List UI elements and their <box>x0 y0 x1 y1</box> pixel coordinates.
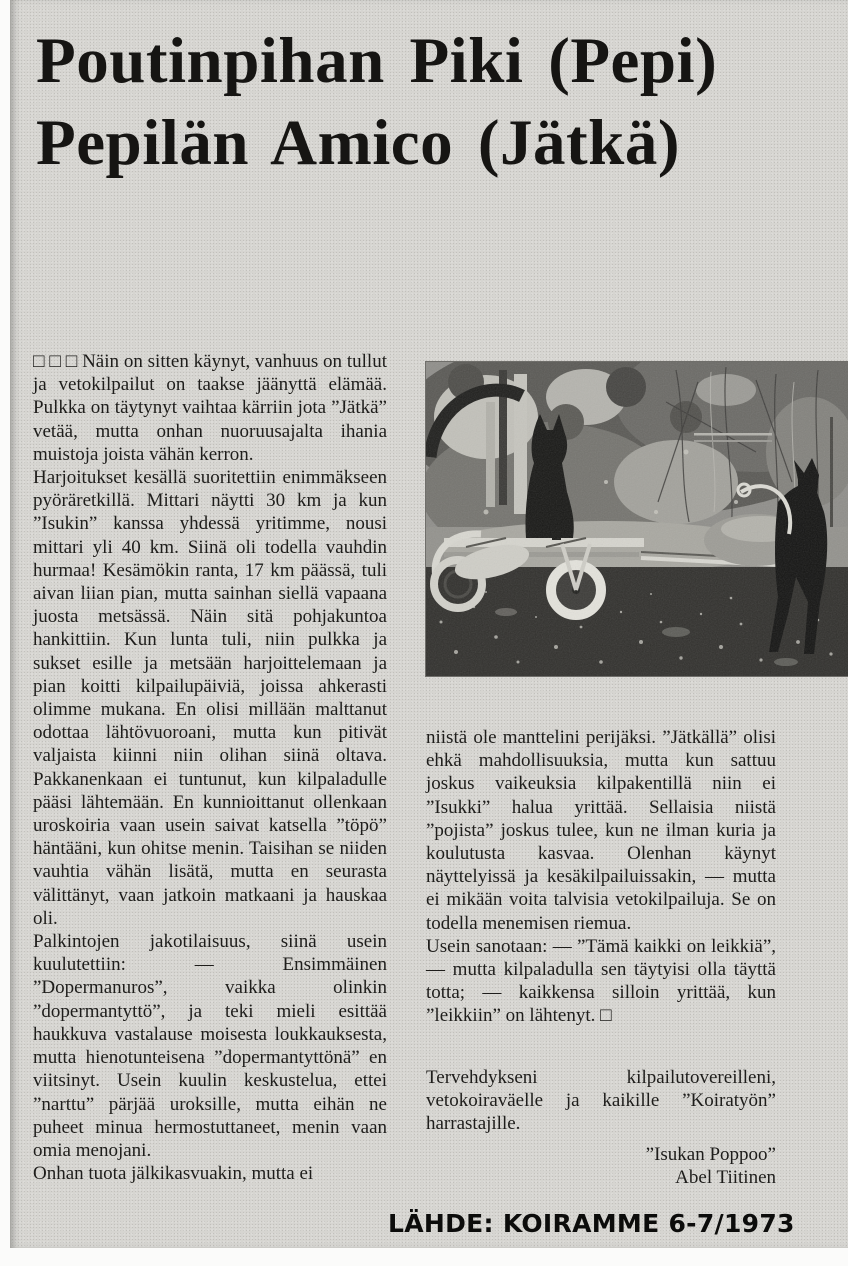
column-right <box>426 726 776 1190</box>
paragraph-offspring-cont: niistä ole manttelini perijäksi. ”Jätkällä” olisi ehkä mahdollisuuksia, mutta kun sattuu joskus vaikeuksia kilpakentillä niin ei ”Isukki” halua yrittää. Sellaisia niistä ”pojista” joskus tulee, kun ne ilman kuria ja koulutusta kasvaa. Olenhan käynyt näyttelyissä ja kesäkilpailuissakin, — mutta ei mikään voita talvisia vetokilpailuja. Se on todella menemisen riemua. <box>426 727 776 934</box>
scanned-page <box>10 0 848 1248</box>
page-title <box>36 20 717 184</box>
column-left <box>33 350 387 1185</box>
signature-block <box>426 1143 776 1189</box>
title-line-1: Poutinpihan Piki (Pepi) <box>36 25 718 97</box>
paragraph-training: Harjoitukset kesällä suoritettiin enimmäkseen pyöräretkillä. Mittari näytti 30 km ja kun ”Isukin” kanssa yhdessä yritimme, nousi mittari yli 40 km. Siinä oli todella vauhdin hurmaa! Kesämökin ranta, 17 km päässä, tuli aivan liian pian, mutta sainhan siellä vapaana juosta metsässä. Näin sitä pohjakuntoa hankittiin. Kun lunta tuli, niin pulkka ja sukset esille ja metsään harjoittelemaan ja pian koitti kilpailupäiviä, joissa ahkerasti olimme mukana. En olisi millään malttanut odottaa lähtövuoroani, mutta kun pitivät valjaista kiinni niin olihan siinä oltava. Pakkanenkaan ei tuntunut, kun kilpaladulle pääsi lähtemään. En kunnioittanut ollenkaan uroskoiria vaan usein saivat katsella ”töpö” häntääni, kun ohitse menin. Taisihan se niiden vauhtia vähän lisätä, mutta en seurasta välittänyt, vaan jatkoin matkaani ja hauskaa oli. <box>33 467 387 929</box>
paragraph-offspring-start: Onhan tuota jälkikasvuakin, mutta ei <box>33 1163 314 1185</box>
paragraph-competition-spirit: Usein sanotaan: — ”Tämä kaikki on leikkiä”, — mutta kilpaladulla sen täytyisi olla täyttä totta; — kaikkensa silloin yrittää, kun ”leikkiin” on lähtenyt. □ <box>426 935 776 1027</box>
title-line-2: Pepilän Amico (Jätkä) <box>36 107 680 179</box>
signature-pseudonym: ”Isukan Poppoo” <box>645 1144 776 1166</box>
signature-author: Abel Tiitinen <box>675 1167 776 1189</box>
article-photo <box>426 362 848 676</box>
source-caption: LÄHDE: KOIRAMME 6-7/1973 <box>388 1209 795 1238</box>
paragraph-awards: Palkintojen jakotilaisuus, siinä usein kuulutettiin: — Ensimmäinen ”Dopermanuros”, vaikka olinkin ”dopermantyttö”, ja teki mieli esittää haukkuva vastalause moisesta loukkauksesta, mutta hienotunteisena ”dopermantyttönä” en viitsinyt. Usein kuulin keskustelua, ettei ”narttu” pärjää uroksille, mutta eihän ne puheet minua hermostuttaneet, menin vaan omia menojani. <box>33 931 387 1161</box>
paragraph-greeting: Tervehdykseni kilpailutovereilleni, vetokoiraväelle ja kaikille ”Koiratyön” harrastajille. <box>426 1066 776 1135</box>
paragraph-intro: □ □ □ Näin on sitten käynyt, vanhuus on tullut ja vetokilpailut on taakse jäänyttä elämää. Pulkka on täytynyt vaihtaa kärriin jota ”Jätkä” vetää, mutta onhan nuoruusajalta ihania muistoja joista vähän kerron. <box>33 351 387 465</box>
dogs-cart-photo-illustration <box>426 362 848 676</box>
